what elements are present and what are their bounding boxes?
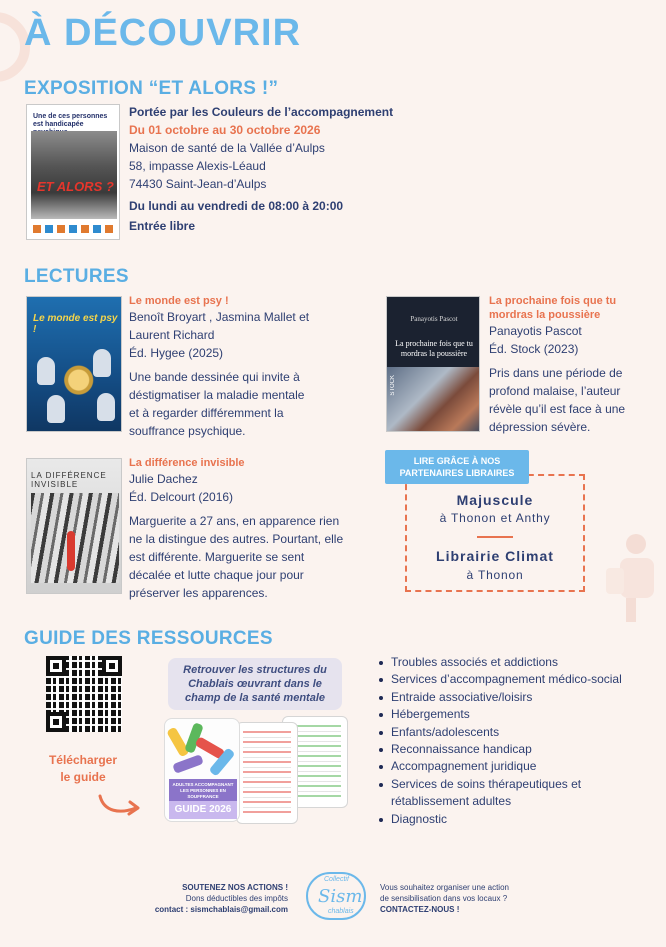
exposition-poster [26, 104, 120, 240]
book-authors: Laurent Richard [129, 328, 215, 342]
book-title: mordras la poussière [489, 309, 601, 321]
book-desc-line: ne la distingue des autres. Pourtant, elle [129, 532, 344, 546]
download-label: le guide [60, 770, 106, 784]
cover-figure [37, 357, 55, 385]
poster-header: Une de ces personnes est handicapée [33, 113, 108, 128]
qr-code-icon[interactable] [46, 656, 122, 732]
exposition-entry: Entrée libre [129, 219, 196, 233]
logo-text: chablais [328, 908, 354, 915]
partner-divider [477, 536, 513, 538]
qr-finder [102, 656, 122, 676]
book-cover-author: Panayotis Pascot [410, 315, 458, 323]
exposition-hours: Du lundi au vendredi de 08:00 à 20:00 [129, 199, 344, 213]
cover-photo [387, 367, 480, 432]
poster-title: ET ALORS ? [37, 179, 114, 194]
list-item: Hébergements [378, 706, 648, 723]
partner-name: Majuscule [456, 492, 534, 508]
book-cover-title: La prochaine fois que tu mordras la poussière [395, 339, 473, 358]
cover-crowd [31, 493, 119, 583]
book-title: La différence invisible [129, 457, 245, 469]
download-label: Télécharger [48, 753, 118, 767]
bubble-line: Chablais œuvrant dans le [188, 678, 322, 690]
footer-line: Dons déductibles des impôts [185, 894, 288, 903]
exposition-info [129, 103, 393, 235]
list-item: Accompagnement juridique [378, 758, 648, 775]
cover-figure [47, 395, 65, 423]
page-title: À DÉCOUVRIR [24, 12, 302, 54]
list-item: Troubles associés et addictions [378, 654, 648, 671]
list-item: Enfants/adolescents [378, 724, 648, 741]
partner-city: à Thonon et Anthy [439, 511, 551, 525]
book-desc-line: et à regarder différemment la [129, 406, 284, 420]
partner-tag-line: LIRE GRÂCE À NOS [413, 456, 501, 466]
book-cover-title: LA DIFFÉRENCE INVISIBLE [31, 471, 107, 489]
list-item: Reconnaissance handicap [378, 741, 648, 758]
exposition-dates: Du 01 octobre au 30 octobre 2026 [129, 123, 321, 137]
cover-spine: STOCK [390, 375, 396, 396]
footer-line: Vous souhaitez organiser une action [380, 883, 509, 892]
guide-heading: GUIDE DES RESSOURCES [24, 628, 273, 649]
logo-text: Collectif [324, 876, 349, 883]
arrow-icon [96, 790, 146, 822]
book-title: La prochaine fois que tu [489, 295, 617, 307]
guide-cover-year: GUIDE 2026 [169, 801, 237, 819]
book-title: Le monde est psy ! [129, 295, 229, 307]
qr-finder [46, 712, 66, 732]
book-desc-line: déstigmatiser la maladie mentale [129, 388, 305, 402]
guide-page-lines [243, 731, 291, 815]
book-desc-line: dépression sévère. [489, 420, 591, 434]
partner-name: Librairie Climat [436, 548, 554, 564]
book-desc-line: préserver les apparences. [129, 586, 268, 600]
cover-figure [67, 531, 75, 571]
lectures-heading: LECTURES [24, 266, 129, 287]
book-desc-line: souffrance psychique. [129, 424, 246, 438]
guide-bubble [168, 658, 342, 710]
book-publisher: Éd. Stock (2023) [489, 342, 579, 356]
book-desc-line: est différente. Marguerite se sent [129, 550, 305, 564]
book-desc-line: révèle qu’il est face à une [489, 402, 626, 416]
book-publisher: Éd. Hygee (2025) [129, 346, 224, 360]
book-authors: Benoît Broyart , Jasmina Mallet et [129, 310, 310, 324]
book-desc-line: Pris dans une période de [489, 366, 623, 380]
guide-cover[interactable] [164, 718, 240, 822]
exposition-address2: 74430 Saint-Jean-d’Aulps [129, 177, 267, 191]
partner-city: à Thonon [466, 568, 524, 582]
book-desc-line: décalée et lutte chaque jour pour [129, 568, 304, 582]
footer-line: SOUTENEZ NOS ACTIONS ! [182, 883, 288, 892]
contact-us-link[interactable]: CONTACTEZ-NOUS ! [380, 905, 460, 914]
book-info-2 [129, 456, 369, 602]
list-item: Services d’accompagnement médico-social [378, 671, 648, 688]
logo-text: Sism [318, 886, 363, 907]
footer-contact [380, 882, 560, 915]
list-item: Entraide associative/loisirs [378, 689, 648, 706]
bubble-line: Retrouver les structures du [183, 664, 327, 676]
book-authors: Panayotis Pascot [489, 324, 582, 338]
list-item: Services de soins thérapeutiques et rétablissement adultes [378, 776, 648, 811]
cover-shape [172, 754, 204, 774]
cover-figure [93, 349, 111, 377]
list-item: Diagnostic [378, 811, 648, 828]
book-publisher: Éd. Delcourt (2016) [129, 490, 234, 504]
book-cover-monde-est-psy [26, 296, 122, 432]
download-guide-link[interactable] [40, 752, 126, 786]
poster-logos [33, 225, 113, 233]
footer-contact-email[interactable]: contact : sismchablais@gmail.com [154, 905, 288, 914]
exposition-venue: Maison de santé de la Vallée d’Aulps [129, 141, 325, 155]
poster-photo [31, 131, 117, 219]
bubble-line: champ de la santé mentale [185, 692, 325, 704]
book-authors: Julie Dachez [129, 472, 198, 486]
footer-support [130, 882, 288, 915]
sism-logo [296, 868, 372, 924]
book-info-1 [129, 294, 369, 440]
cover-figure [97, 393, 115, 421]
partner-box [405, 474, 585, 592]
partner-tag-line: PARTENAIRES LIBRAIRES [399, 468, 515, 478]
guide-cover-band: ADULTES ACCOMPAGNANT LES PERSONNES EN SOUFFRANCE [169, 779, 237, 801]
book-desc-line: profond malaise, l’auteur [489, 384, 621, 398]
footer-line: de sensibilisation dans vos locaux ? [380, 894, 508, 903]
book-info-3 [489, 294, 649, 436]
book-cover-title: Le monde est psy ! [33, 313, 118, 335]
book-desc-line: Marguerite a 27 ans, en apparence rien [129, 514, 340, 528]
book-cover-difference-invisible [26, 458, 122, 594]
book-desc-line: Une bande dessinée qui invite à [129, 370, 300, 384]
resource-list [378, 654, 648, 828]
qr-finder [46, 656, 66, 676]
exposition-address1: 58, impasse Alexis-Léaud [129, 159, 266, 173]
exposition-heading: EXPOSITION “ET ALORS !” [24, 78, 279, 99]
book-cover-prochaine-fois [386, 296, 480, 432]
partner-tag [385, 450, 529, 484]
guide-page-preview [236, 722, 298, 824]
decorative-illustration [590, 528, 666, 624]
exposition-organizer: Portée par les Couleurs de l’accompagnement [129, 105, 394, 119]
